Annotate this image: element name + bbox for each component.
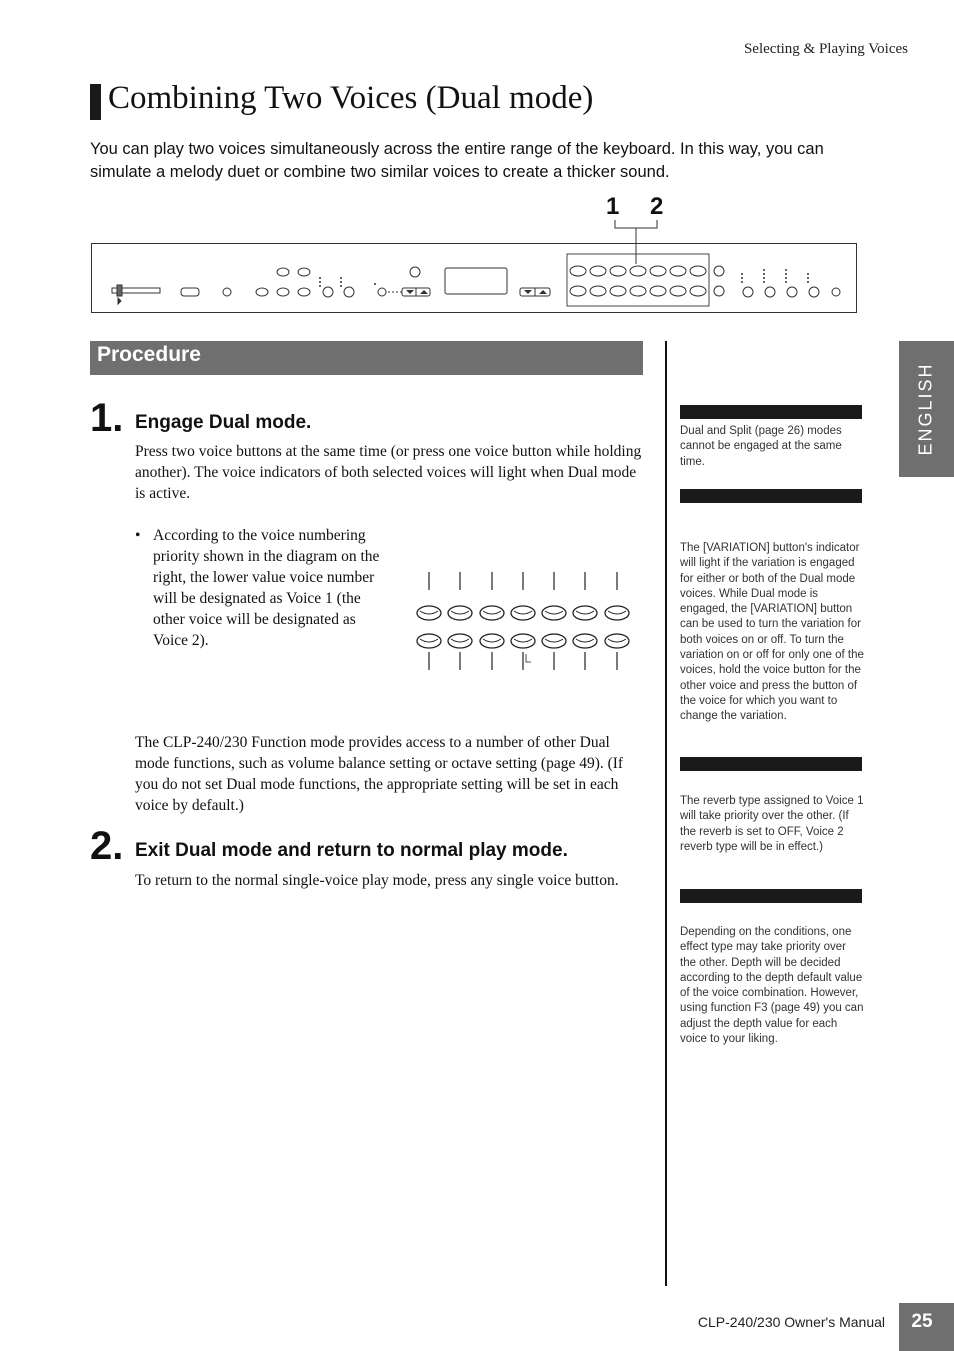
transpose-buttons — [520, 288, 550, 296]
column-divider — [665, 341, 667, 1286]
effect-buttons — [743, 287, 840, 297]
master-volume-slider — [112, 285, 160, 304]
footer-manual-title: CLP-240/230 Owner's Manual — [697, 1314, 885, 1330]
note-header-bar — [680, 405, 862, 419]
running-header: Selecting & Playing Voices — [743, 41, 908, 57]
note-header-bar — [680, 757, 862, 771]
control-panel-illustration — [91, 243, 857, 313]
note-2: The [VARIATION] button's indicator will light if the variation is engaged for either or both of the Dual mode voices. While Dual mode is engaged, the [VARIATION] button can be used to turn the variation for both voices on or off. To turn the variation on or off for only one of the voices, hold the voice button for the other voice and press the button of the voice for which you want to change the variation. — [680, 542, 864, 723]
procedure-heading: Procedure — [97, 343, 201, 366]
bullet-mark: • — [135, 527, 141, 544]
intro-paragraph: You can play two voices simultaneously across the entire range of the keyboard. In this way, you can simulate a melody duet or combine two similar voices to create a thicker sound. — [90, 140, 824, 181]
step-1-text: Press two voice buttons at the same time (or press one voice button while holding another). The voice indicators of both selected voices will light when Dual mode is active. — [135, 443, 642, 502]
language-tab-label: ENGLISH — [915, 362, 936, 456]
note-1: Dual and Split (page 26) modes cannot be engaged at the same time. — [680, 425, 842, 468]
record-button — [378, 288, 386, 296]
step-1-title: Engage Dual mode. — [135, 412, 312, 433]
song-control-buttons — [256, 268, 354, 297]
pedal-icon — [526, 654, 531, 662]
step-2-text: To return to the normal single-voice play mode, press any single voice button. — [135, 872, 619, 889]
note-3: The reverb type assigned to Voice 1 will take priority over the other. (If the reverb is set to OFF, Voice 2 reverb type will be in effect.) — [680, 795, 864, 853]
lcd-display — [445, 268, 507, 294]
demo-button — [181, 288, 199, 296]
control-panel-drawing — [92, 244, 858, 314]
song-indicators — [319, 277, 376, 287]
effect-indicators — [741, 269, 809, 283]
voice-button-group — [567, 254, 709, 306]
page-number: 25 — [911, 1311, 933, 1332]
tempo-buttons — [402, 288, 430, 296]
note-header-bar — [680, 889, 862, 903]
callout-1: 1 — [606, 193, 620, 220]
page-title: Combining Two Voices (Dual mode) — [108, 80, 594, 116]
step-1-number: 1. — [90, 396, 124, 440]
note-header-bar — [680, 489, 862, 503]
step-2-title: Exit Dual mode and return to normal play mode. — [135, 840, 568, 861]
step-1-extra: The CLP-240/230 Function mode provides access to a number of other Dual mode functions, such as volume balance setting or octave setting (page 49). (If you do not set Dual mode functions, the appropriate setting will be set in each voice by default.) — [135, 734, 624, 814]
callout-2: 2 — [650, 193, 664, 220]
function-button — [410, 267, 420, 277]
note-4: Depending on the conditions, one effect type may take priority over the other. Depth will be decided according to the depth default value of the voice combination. However, using function F3 (page 49) you can adjust the depth value for each voice to your liking. — [680, 926, 864, 1046]
step-1-bullet: According to the voice numbering priority shown in the diagram on the right, the lower value voice number will be designated as Voice 1 (the other voice will be designated as Voice 2). — [153, 527, 380, 649]
step-2-number: 2. — [90, 824, 124, 868]
title-marker — [90, 84, 101, 120]
voice-buttons — [570, 266, 724, 296]
voice-priority-diagram — [412, 568, 634, 674]
metronome-button — [223, 288, 231, 296]
